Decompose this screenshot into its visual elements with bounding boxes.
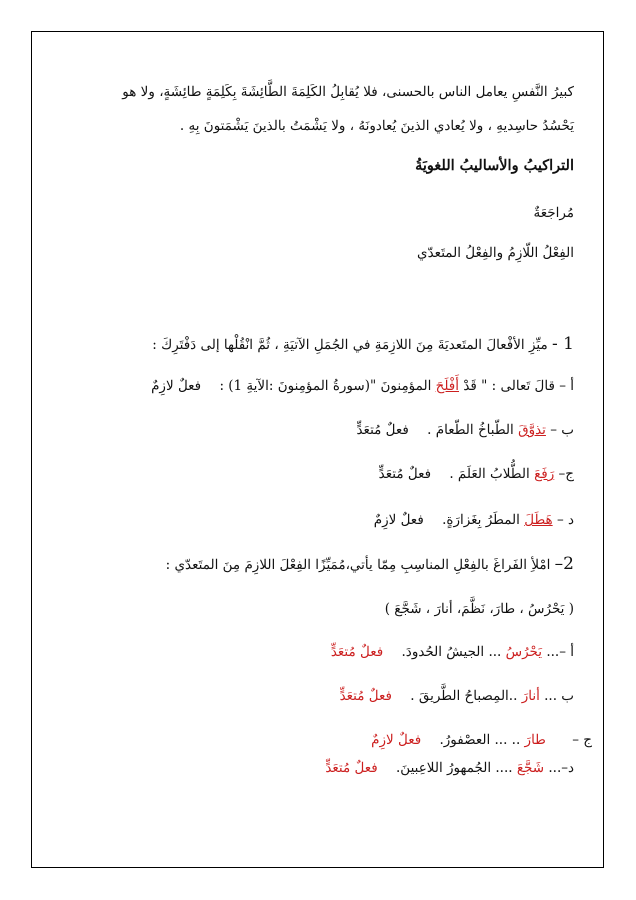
q2-item-c <box>371 732 592 748</box>
item-answer: فعلٌ لازِمٌ <box>371 732 422 748</box>
q1-item-b <box>356 422 574 438</box>
item-verb: أنارَ <box>521 688 540 704</box>
topic-heading: الفِعْلُ اللّازِمُ والفِعْلُ المتَعدّي <box>417 245 574 261</box>
item-letter: ج– <box>558 466 574 482</box>
item-verb: طارَ <box>524 732 546 748</box>
item-post: المؤمِنونَ "(سورةُ المؤمِنونَ :الآيةِ 1) : <box>219 378 432 394</box>
item-letter: ب – <box>550 422 574 438</box>
review-label: مُراجَعَةٌ <box>533 205 574 221</box>
item-letter: أ – <box>559 378 574 394</box>
item-post: المطَرُ بِغَزارَةٍ. <box>442 512 520 528</box>
item-answer: فعلٌ مُتعَدٍّ <box>330 644 384 660</box>
item-answer: فعلٌ مُتعَدٍّ <box>339 688 392 704</box>
item-post: .. ... العصْفورُ. <box>439 732 521 748</box>
q2-number: 2– <box>554 554 574 574</box>
q2-item-a <box>331 644 574 660</box>
q1-prompt: ميِّزِ الأفْعالَ المتَعديَةَ مِنَ اللازِمَةِ في الجُمَلِ الآتيَةِ ، ثُمَّ انْقُلْها إلى دَفْتَرِكَ : <box>152 337 548 353</box>
intro-line-1: كبيرُ النَّفسِ يعامل الناس بالحسنى، فلا يُقابِلُ الكَلِمَةَ الطَّائِشَةَ بِكَلِمَةٍ طائِشَةٍ، ولا هو <box>122 84 574 100</box>
item-letter: ب ... <box>544 688 574 704</box>
item-answer: فعلٌ لازِمٌ <box>373 512 424 528</box>
q2-prompt-line <box>166 554 574 574</box>
item-verb: يَحْرُسُ <box>505 644 543 660</box>
item-post: ... الجيشُ الحُدودَ. <box>401 644 502 660</box>
item-post: ..المِصباحُ الطَّريقَ . <box>410 688 518 704</box>
q2-choices: ( يَحْرُسُ ، طارَ، نَظَّمَ، أنارَ ، شَجَّعَ ) <box>384 601 574 617</box>
item-letter: أ –... <box>546 644 574 660</box>
q1-item-a <box>151 378 574 394</box>
item-answer: فعلٌ مُتعَدٍّ <box>325 760 378 776</box>
item-letter: ج – <box>572 732 592 748</box>
q2-prompt: امْلأِ الفَراغَ بالفِعْلِ المناسِبِ مِمّا يأتي،مُمَيِّزًا الفِعْلَ اللازِمَ مِنَ المتَعدّي : <box>165 557 551 573</box>
q1-item-c <box>379 466 574 482</box>
item-letter: د–... <box>548 760 574 776</box>
item-answer: فعلٌ لازِمٌ <box>151 378 202 394</box>
item-answer: فعلٌ مُتعَدٍّ <box>378 466 432 482</box>
item-letter: د – <box>556 512 574 528</box>
item-post: الطُّلابُ العَلَمَ . <box>449 466 530 482</box>
item-verb: شَجَّعَ <box>516 760 545 776</box>
item-post: .... الجُمهورُ اللاعِبينَ. <box>396 760 513 776</box>
q1-number: 1 - <box>552 334 574 354</box>
item-verb: أَفْلَحَ <box>435 378 460 394</box>
q2-item-d <box>325 760 574 776</box>
q1-prompt-line <box>152 334 574 354</box>
item-answer: فعلٌ مُتعَدٍّ <box>356 422 409 438</box>
item-verb: تذوَّقَ <box>518 422 546 438</box>
item-verb: رَفَعَ <box>534 466 555 482</box>
item-verb: هَطَلَ <box>524 512 553 528</box>
section-title: التراكيبُ والأساليبُ اللغويَةُ <box>415 157 574 174</box>
item-pre: قالَ تَعالى : " قَدْ <box>463 378 555 394</box>
item-post: الطّباخُ الطّعامَ . <box>427 422 514 438</box>
intro-line-2: يَحْسُدُ حاسِديهِ ، ولا يُعادي الذينَ يُعادونَهُ ، ولا يَشْمَتُ بالذينَ يَشْمَتونَ بِهِ . <box>179 118 574 134</box>
q2-item-b <box>340 688 574 704</box>
q1-item-d <box>374 512 574 528</box>
